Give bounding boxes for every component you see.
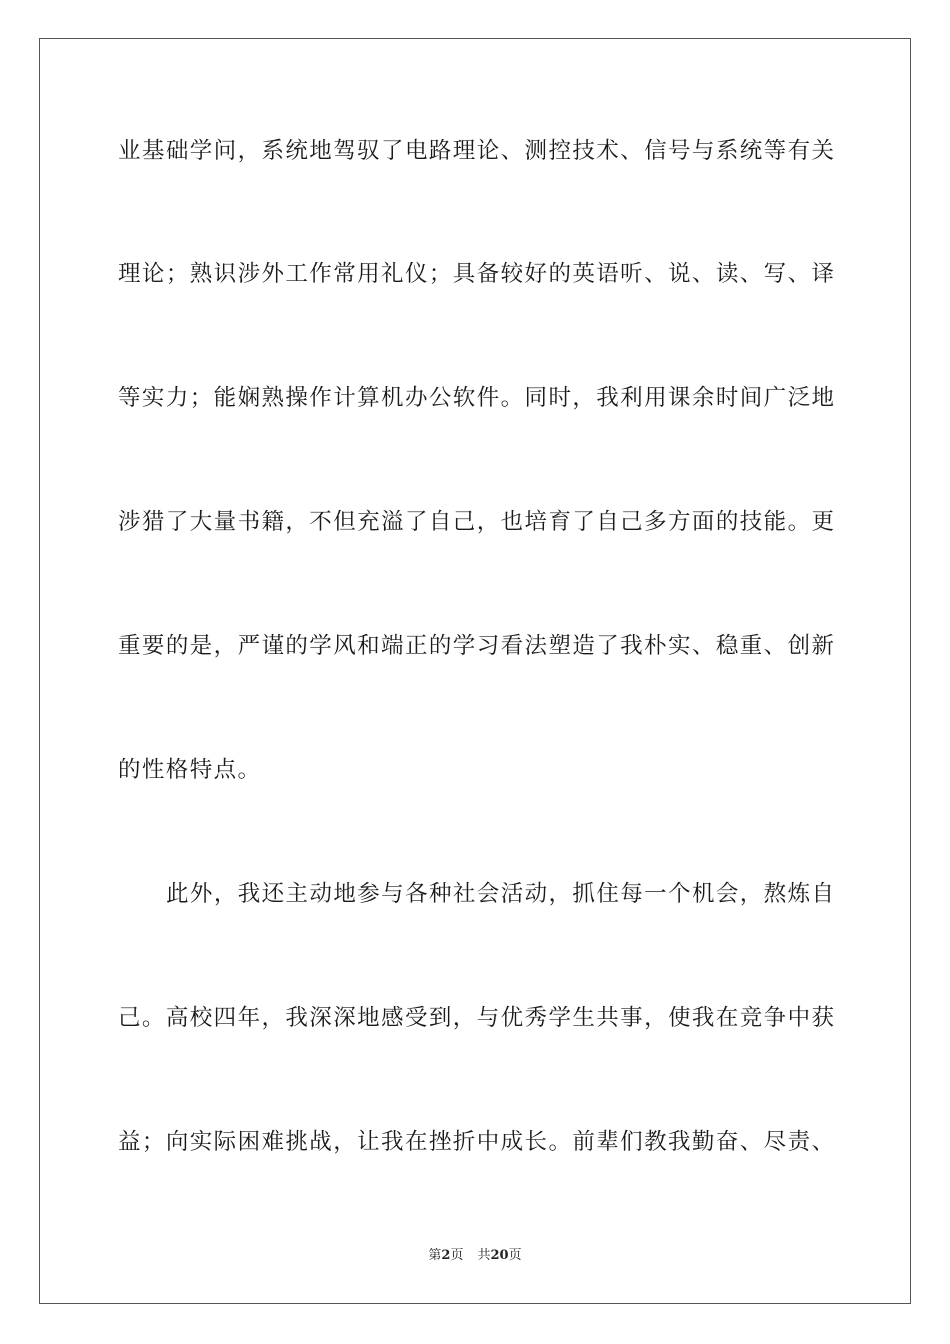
paragraph-2-line-2: 己。高校四年，我深深地感受到，与优秀学生共事，使我在竞争中获 <box>118 1005 834 1031</box>
page-border <box>39 38 911 1304</box>
body-line-6: 的性格特点。 <box>118 757 262 783</box>
paragraph-2-line-3: 益；向实际困难挑战，让我在挫折中成长。前辈们教我勤奋、尽责、 <box>118 1129 834 1155</box>
body-line-2: 理论；熟识涉外工作常用礼仪；具备较好的英语听、说、读、写、译 <box>118 261 834 287</box>
footer-page-suffix: 页 <box>450 1248 464 1263</box>
footer-total-suffix: 页 <box>508 1248 522 1263</box>
paragraph-2-line-1: 此外，我还主动地参与各种社会活动，抓住每一个机会，熬炼自 <box>166 881 834 907</box>
footer-page-prefix: 第 <box>428 1248 442 1263</box>
body-line-5: 重要的是，严谨的学风和端正的学习看法塑造了我朴实、稳重、创新 <box>118 633 834 659</box>
body-line-1: 业基础学问，系统地驾驭了电路理论、测控技术、信号与系统等有关 <box>118 138 834 164</box>
body-line-4: 涉猎了大量书籍，不但充溢了自己，也培育了自己多方面的技能。更 <box>118 509 834 535</box>
footer-total-prefix: 共 <box>477 1248 491 1263</box>
footer-page-number: 2 <box>441 1248 451 1263</box>
page-footer <box>0 1247 950 1265</box>
body-line-3: 等实力；能娴熟操作计算机办公软件。同时，我利用课余时间广泛地 <box>118 385 834 411</box>
footer-total-pages: 20 <box>490 1248 509 1263</box>
